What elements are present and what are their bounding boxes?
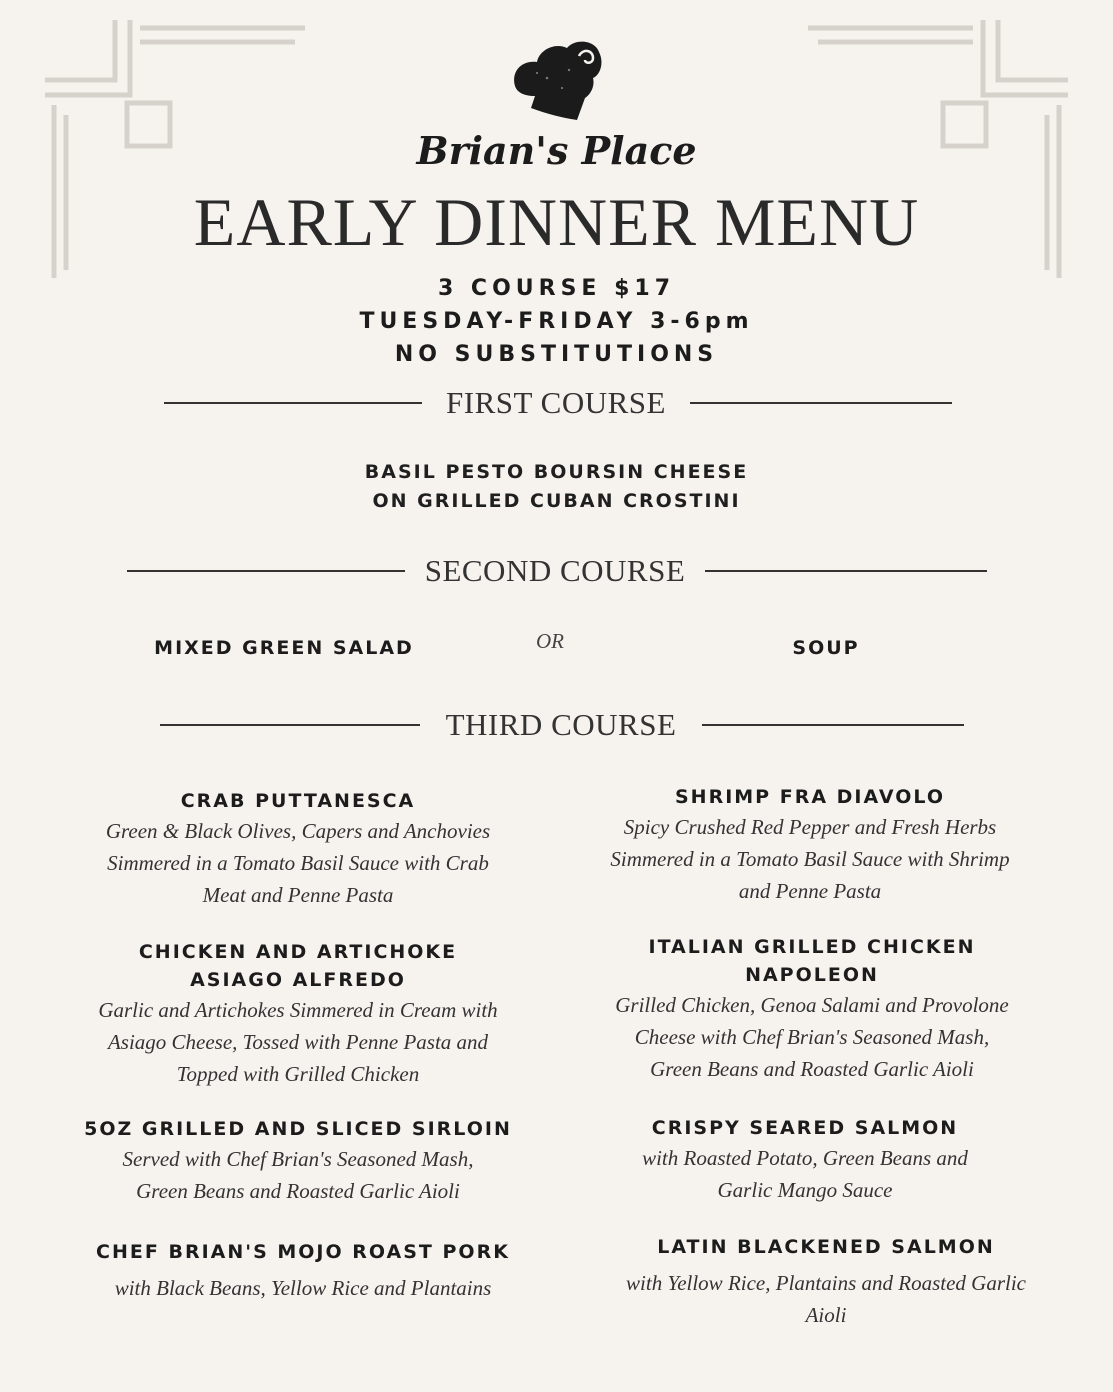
dish-description: Grilled Chicken, Genoa Salami and Provolone (615, 993, 1009, 1017)
dish-description: Green & Black Olives, Capers and Anchovies (105, 819, 491, 843)
substitutions-line: NO SUBSTITUTIONS (394, 342, 719, 367)
first-course-line: BASIL PESTO BOURSIN CHEESE (364, 461, 749, 483)
dish-shrimp-fra-diavolo (590, 783, 1030, 907)
heading-rule (705, 570, 987, 572)
dish-name: 5OZ GRILLED AND SLICED SIRLOIN (84, 1118, 512, 1140)
dish-description: with Roasted Potato, Green Beans and (642, 1146, 968, 1170)
dish-name: CRISPY SEARED SALMON (651, 1117, 959, 1139)
heading-rule (127, 570, 405, 572)
heading-rule (160, 724, 420, 726)
price-line: 3 COURSE $17 (437, 276, 676, 301)
dish-description: Garlic Mango Sauce (717, 1178, 893, 1202)
dish-description: Asiago Cheese, Tossed with Penne Pasta and (107, 1030, 489, 1054)
second-course-option-soup: SOUP (792, 637, 860, 659)
dish-description: Spicy Crushed Red Pepper and Fresh Herbs (623, 815, 997, 839)
dish-description: Aioli (805, 1303, 847, 1327)
dish-crispy-seared-salmon (590, 1114, 1020, 1206)
dish-mojo-roast-pork (78, 1238, 528, 1304)
dish-sirloin (78, 1115, 518, 1207)
dish-chicken-artichoke-alfredo (88, 938, 508, 1090)
logo (0, 38, 1113, 173)
dish-name: SHRIMP FRA DIAVOLO (674, 786, 946, 808)
first-course-heading (162, 383, 954, 423)
second-course-option-salad: MIXED GREEN SALAD (154, 637, 414, 659)
or-separator: OR (536, 629, 564, 653)
dish-description: with Yellow Rice, Plantains and Roasted Garlic (626, 1271, 1026, 1295)
heading-rule (702, 724, 964, 726)
dish-name: LATIN BLACKENED SALMON (657, 1236, 995, 1258)
heading-rule (164, 402, 422, 404)
dish-description: Topped with Grilled Chicken (176, 1062, 420, 1086)
dish-name: ITALIAN GRILLED CHICKEN NAPOLEON (648, 936, 976, 986)
dish-description: Green Beans and Roasted Garlic Aioli (650, 1057, 974, 1081)
days-line: TUESDAY-FRIDAY 3-6pm (359, 309, 754, 334)
brand-name: Brian's Place (416, 128, 697, 173)
first-course-label: FIRST COURSE (446, 385, 666, 420)
third-course-label: THIRD COURSE (445, 707, 677, 742)
dish-description: Cheese with Chef Brian's Seasoned Mash, (634, 1025, 990, 1049)
dish-description: Served with Chef Brian's Seasoned Mash, (122, 1147, 474, 1171)
dish-latin-blackened-salmon (606, 1233, 1046, 1331)
menu-info (0, 272, 1113, 371)
dish-description: Simmered in a Tomato Basil Sauce with Crab (107, 851, 489, 875)
third-course-heading (149, 705, 975, 745)
dish-description: Garlic and Artichokes Simmered in Cream with (98, 998, 498, 1022)
second-course-heading (119, 551, 995, 591)
dish-crab-puttanesca (78, 787, 518, 911)
dish-italian-grilled-chicken (612, 933, 1012, 1085)
dish-name: CRAB PUTTANESCA (180, 790, 416, 812)
dish-name: CHICKEN AND ARTICHOKE ASIAGO ALFREDO (138, 941, 458, 991)
chef-hat-icon (507, 38, 607, 126)
heading-rule (690, 402, 952, 404)
second-course-label: SECOND COURSE (424, 553, 686, 588)
dish-description: Simmered in a Tomato Basil Sauce with Shrimp (610, 847, 1010, 871)
dish-description: and Penne Pasta (738, 879, 882, 903)
menu-title: EARLY DINNER MENU (193, 184, 920, 260)
first-course-line: ON GRILLED CUBAN CROSTINI (372, 490, 741, 512)
first-course-dish (0, 458, 1113, 516)
dish-description: with Black Beans, Yellow Rice and Plantains (114, 1276, 492, 1300)
dish-name: CHEF BRIAN'S MOJO ROAST PORK (96, 1241, 510, 1263)
dish-description: Meat and Penne Pasta (202, 883, 394, 907)
dish-description: Green Beans and Roasted Garlic Aioli (136, 1179, 460, 1203)
